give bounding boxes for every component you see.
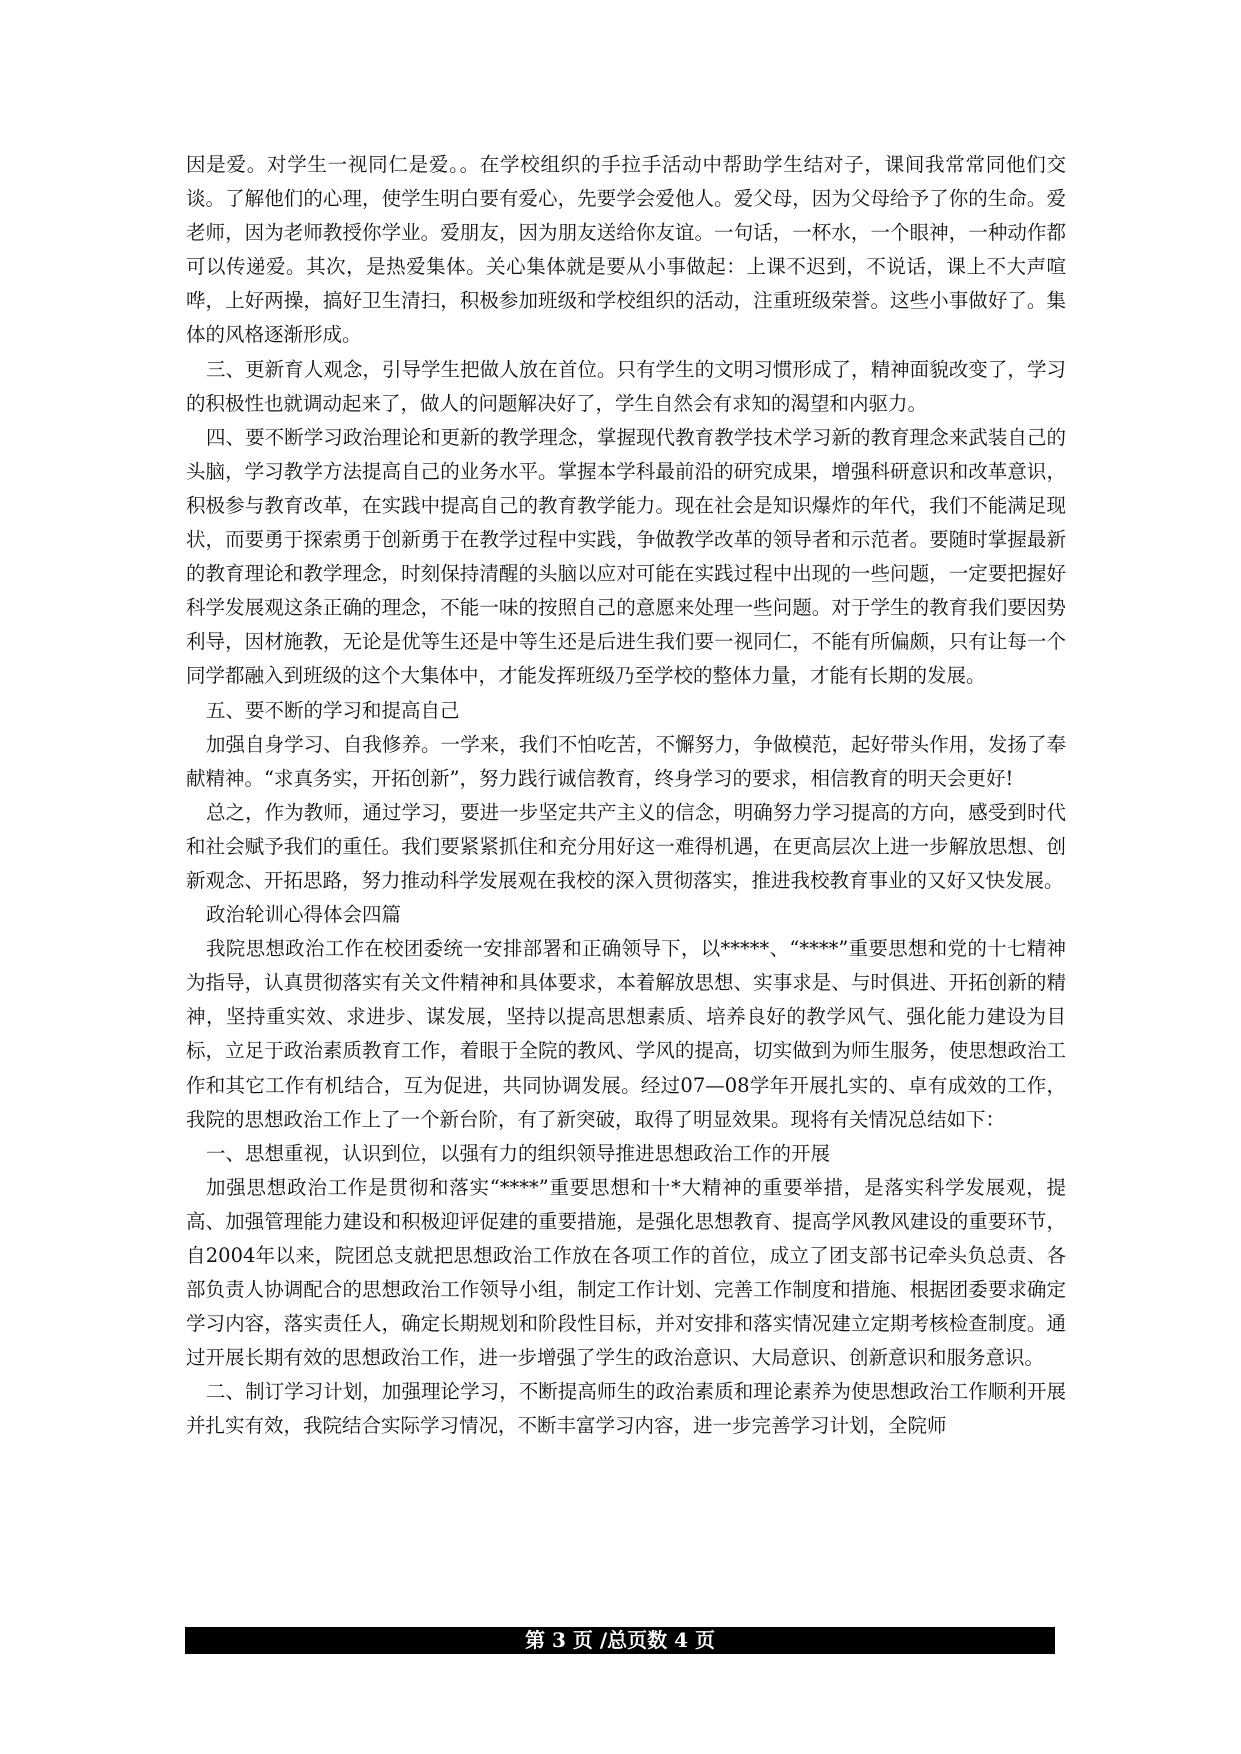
heading-section-five: 五、要不断的学习和提高自己	[206, 698, 460, 722]
article-title: 政治轮训心得体会四篇	[206, 903, 402, 927]
paragraph-point-one: 加强思想政治工作是贯彻和落实“****”重要思想和十*大精神的重要举措，是落实科学发展观，提高、加强管理能力建设和积极迎评促建的重要措施，是强化思想教育、提高学风教风建设的重要环节，自2004年以来，院团总支就把思想政治工作放在各项工作的首位，成立了团支部书记牵头负总责、各部负责人协调配合的思想政治工作领导小组，制定工作计划、完善工作制度和措施、根据团委要求确定学习内容，落实责任人，确定长期规划和阶段性目标，并对安排和落实情况建立定期考核检查制度。通过开展长期有效的思想政治工作，进一步增强了学生的政治意识、大局意识、创新意识和服务意识。	[186, 1175, 1066, 1370]
paragraph-self-study: 加强自身学习、自我修养。一学来，我们不怕吃苦，不懈努力，争做模范，起好带头作用，发扬了奉献精神。“求真务实，开拓创新”，努力践行诚信教育，终身学习的要求，相信教育的明天会更好!	[186, 732, 1066, 790]
paragraph-conclusion: 总之，作为教师，通过学习，要进一步坚定共产主义的信念，明确努力学习提高的方向，感受到时代和社会赋予我们的重任。我们要紧紧抓住和充分用好这一难得机遇，在更高层次上进一步解放思想、创新观念、开拓思路，努力推动科学发展观在我校的深入贯彻落实，推进我校教育事业的又好又快发展。	[186, 800, 1066, 892]
paragraph-section-four: 四、要不断学习政治理论和更新的教学理念，掌握现代教育教学技术学习新的教育理念来武装自己的头脑，学习教学方法提高自己的业务水平。掌握本学科最前沿的研究成果，增强科研意识和改革意识，积极参与教育改革，在实践中提高自己的教育教学能力。现在社会是知识爆炸的年代，我们不能满足现状，而要勇于探索勇于创新勇于在教学过程中实践，争做教学改革的领导者和示范者。要随时掌握最新的教育理论和教学理念，时刻保持清醒的头脑以应对可能在实践过程中出现的一些问题，一定要把握好科学发展观这条正确的理念，不能一味的按照自己的意愿来处理一些问题。对于学生的教育我们要因势利导，因材施教，无论是优等生还是中等生还是后进生我们要一视同仁，不能有所偏颇，只有让每一个同学都融入到班级的这个大集体中，才能发挥班级乃至学校的整体力量，才能有长期的发展。	[186, 425, 1066, 688]
paragraph-section-three: 三、更新育人观念，引导学生把做人放在首位。只有学生的文明习惯形成了，精神面貌改变了，学习的积极性也就调动起来了，做人的问题解决好了，学生自然会有求知的渴望和内驱力。	[186, 357, 1066, 415]
paragraph-point-two: 二、制订学习计划，加强理论学习，不断提高师生的政治素质和理论素养为使思想政治工作顺利开展并扎实有效，我院结合实际学习情况，不断丰富学习内容，进一步完善学习计划，全院师	[186, 1380, 1066, 1438]
page-number: 第 3 页 /总页数 4 页	[525, 1628, 715, 1652]
page-footer	[185, 1627, 1055, 1654]
heading-point-one: 一、思想重视，认识到位，以强有力的组织领导推进思想政治工作的开展	[206, 1141, 831, 1165]
paragraph-intro: 我院思想政治工作在校团委统一安排部署和正确领导下，以*****、“****”重要思想和党的十七精神为指导，认真贯彻落实有关文件精神和具体要求，本着解放思想、实事求是、与时俱进、开拓创新的精神，坚持重实效、求进步、谋发展，坚持以提高思想素质、培养良好的教学风气、强化能力建设为目标，立足于政治素质教育工作，着眼于全院的教风、学风的提高，切实做到为师生服务，使思想政治工作和其它工作有机结合，互为促进，共同协调发展。经过07—08学年开展扎实的、卓有成效的工作，我院的思想政治工作上了一个新台阶，有了新突破，取得了明显效果。现将有关情况总结如下：	[186, 937, 1066, 1131]
paragraph-continuation: 因是爱。对学生一视同仁是爱。。在学校组织的手拉手活动中帮助学生结对子，课间我常常同他们交谈。了解他们的心理，使学生明白要有爱心，先要学会爱他人。爱父母，因为父母给予了你的生命。爱老师，因为老师教授你学业。爱朋友，因为朋友送给你友谊。一句话，一杯水，一个眼神，一种动作都可以传递爱。其次，是热爱集体。关心集体就是要从小事做起：上课不迟到，不说话，课上不大声喧哗，上好两操，搞好卫生清扫，积极参加班级和学校组织的活动，注重班级荣誉。这些小事做好了。集体的风格逐渐形成。	[186, 153, 1066, 347]
document-body	[186, 148, 1066, 1444]
